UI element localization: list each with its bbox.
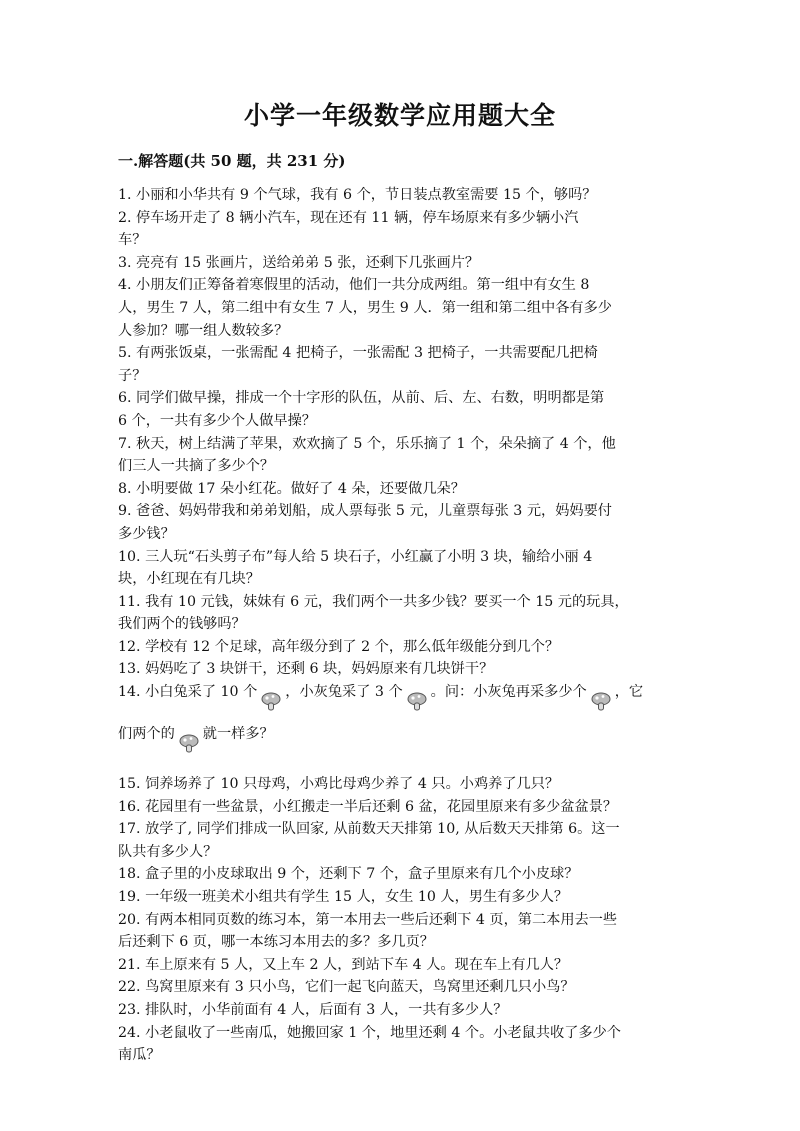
question-line: 18. 盒子里的小皮球取出 9 个，还剩下 7 个，盒子里原来有几个小皮球？ [118, 866, 579, 883]
page-title: 小学一年级数学应用题大全 [243, 101, 556, 130]
question-line: 3. 亮亮有 15 张画片，送给弟弟 5 张，还剩下几张画片？ [118, 254, 480, 271]
question-line: 20. 有两本相同页数的练习本，第一本用去一些后还剩下 4 页，第二本用去一些 [118, 911, 618, 928]
question-line: 队共有多少人？ [118, 843, 218, 860]
question-line: 多少钱？ [118, 525, 175, 542]
q14-text-5: 们两个的 [118, 726, 175, 743]
question-line: 10. 三人玩“石头剪子布”每人给 5 块石子，小红赢了小明 3 块，输给小丽 4 [118, 548, 593, 565]
question-line: 6 个，一共有多少个人做早操？ [118, 412, 316, 429]
question-line: 9. 爸爸、妈妈带我和弟弟划船，成人票每张 5 元，儿童票每张 3 元，妈妈要付 [118, 503, 612, 520]
question-line: 我们两个的钱够吗？ [118, 616, 246, 633]
q14-text-4: ，它 [614, 684, 644, 701]
question-line: 23. 排队时，小华前面有 4 人，后面有 3 人，一共有多少人？ [118, 1002, 508, 1018]
question-line: 13. 妈妈吃了 3 块饼干，还剩 6 块，妈妈原来有几块饼干？ [118, 661, 494, 678]
question-line: 17. 放学了, 同学们排成一队回家, 从前数天天排第 10, 从后数天天排第 6。这一 [118, 821, 620, 838]
question-line: 人，男生 7 人，第二组中有女生 7 人，男生 9 人．第一组和第二组中各有多少 [118, 299, 612, 316]
question-line: 19. 一年级一班美术小组共有学生 15 人，女生 10 人，男生有多少人？ [118, 889, 569, 906]
mushroom-icon [405, 690, 429, 712]
question-line: 块，小红现在有几块？ [118, 571, 260, 588]
section-heading: 一.解答题(共 50 题，共 231 分) [118, 152, 346, 170]
mushroom-icon [589, 690, 613, 712]
question-line: 7. 秋天，树上结满了苹果，欢欢摘了 5 个，乐乐摘了 1 个，朵朵摘了 4 个，他 [118, 435, 616, 452]
question-line: 5. 有两张饭桌，一张需配 4 把椅子，一张需配 3 把椅子，一共需要配几把椅 [118, 345, 598, 362]
q14-text-6: 就一样多？ [202, 726, 274, 743]
q14-text-2: ，小灰兔采了 3 个 [285, 684, 403, 701]
question-line: 子？ [118, 367, 147, 384]
question-line: 2. 停车场开走了 8 辆小汽车，现在还有 11 辆，停车场原来有多少辆小汽 [118, 209, 579, 226]
question-line: 12. 学校有 12 个足球，高年级分到了 2 个，那么低年级能分到几个？ [118, 638, 560, 655]
q14-text-3: 。问：小灰兔再采多少个 [430, 684, 587, 701]
question-line: 24. 小老鼠收了一些南瓜，她搬回家 1 个，地里还剩 4 个。小老鼠共收了多少个 [118, 1024, 621, 1041]
question-line: 人参加？哪一组人数较多？ [118, 322, 289, 339]
question-line: 8. 小明要做 17 朵小红花。做好了 4 朵，还要做几朵？ [118, 480, 465, 497]
question-line: 后还剩下 6 页，哪一本练习本用去的多？多几页？ [118, 934, 434, 951]
spacer [118, 765, 684, 773]
mushroom-icon [177, 732, 201, 754]
question-14-line-2 [118, 723, 684, 765]
question-line: 们三人一共摘了多少个？ [118, 458, 275, 475]
question-line: 22. 鸟窝里原来有 3 只小鸟，它们一起飞向蓝天，鸟窝里还剩几只小鸟？ [118, 979, 575, 996]
question-list [118, 184, 684, 1067]
q14-text-1: 14. 小白兔采了 10 个 [118, 684, 258, 701]
question-14-line-1 [118, 681, 684, 723]
question-line: 车？ [118, 232, 147, 249]
question-line: 15. 饲养场养了 10 只母鸡，小鸡比母鸡少养了 4 只。小鸡养了几只？ [118, 776, 560, 793]
question-line: 4. 小朋友们正筹备着寒假里的活动，他们一共分成两组。第一组中有女生 8 [118, 277, 590, 294]
question-line: 1. 小丽和小华共有 9 个气球，我有 6 个，节日装点教室需要 15 个，够吗？ [118, 187, 597, 203]
question-line: 16. 花园里有一些盆景，小红搬走一半后还剩 6 盆，花园里原来有多少盆盆景？ [118, 798, 618, 815]
question-line: 6. 同学们做早操，排成一个十字形的队伍，从前、后、左、右数，明明都是第 [118, 390, 605, 407]
question-line: 21. 车上原来有 5 人，又上车 2 人，到站下车 4 人。现在车上有几人？ [118, 956, 569, 973]
mushroom-icon [259, 690, 283, 712]
question-line: 11. 我有 10 元钱，妹妹有 6 元，我们两个一共多少钱？要买一个 15 元的玩具， [118, 593, 629, 610]
question-line: 南瓜？ [118, 1047, 161, 1064]
